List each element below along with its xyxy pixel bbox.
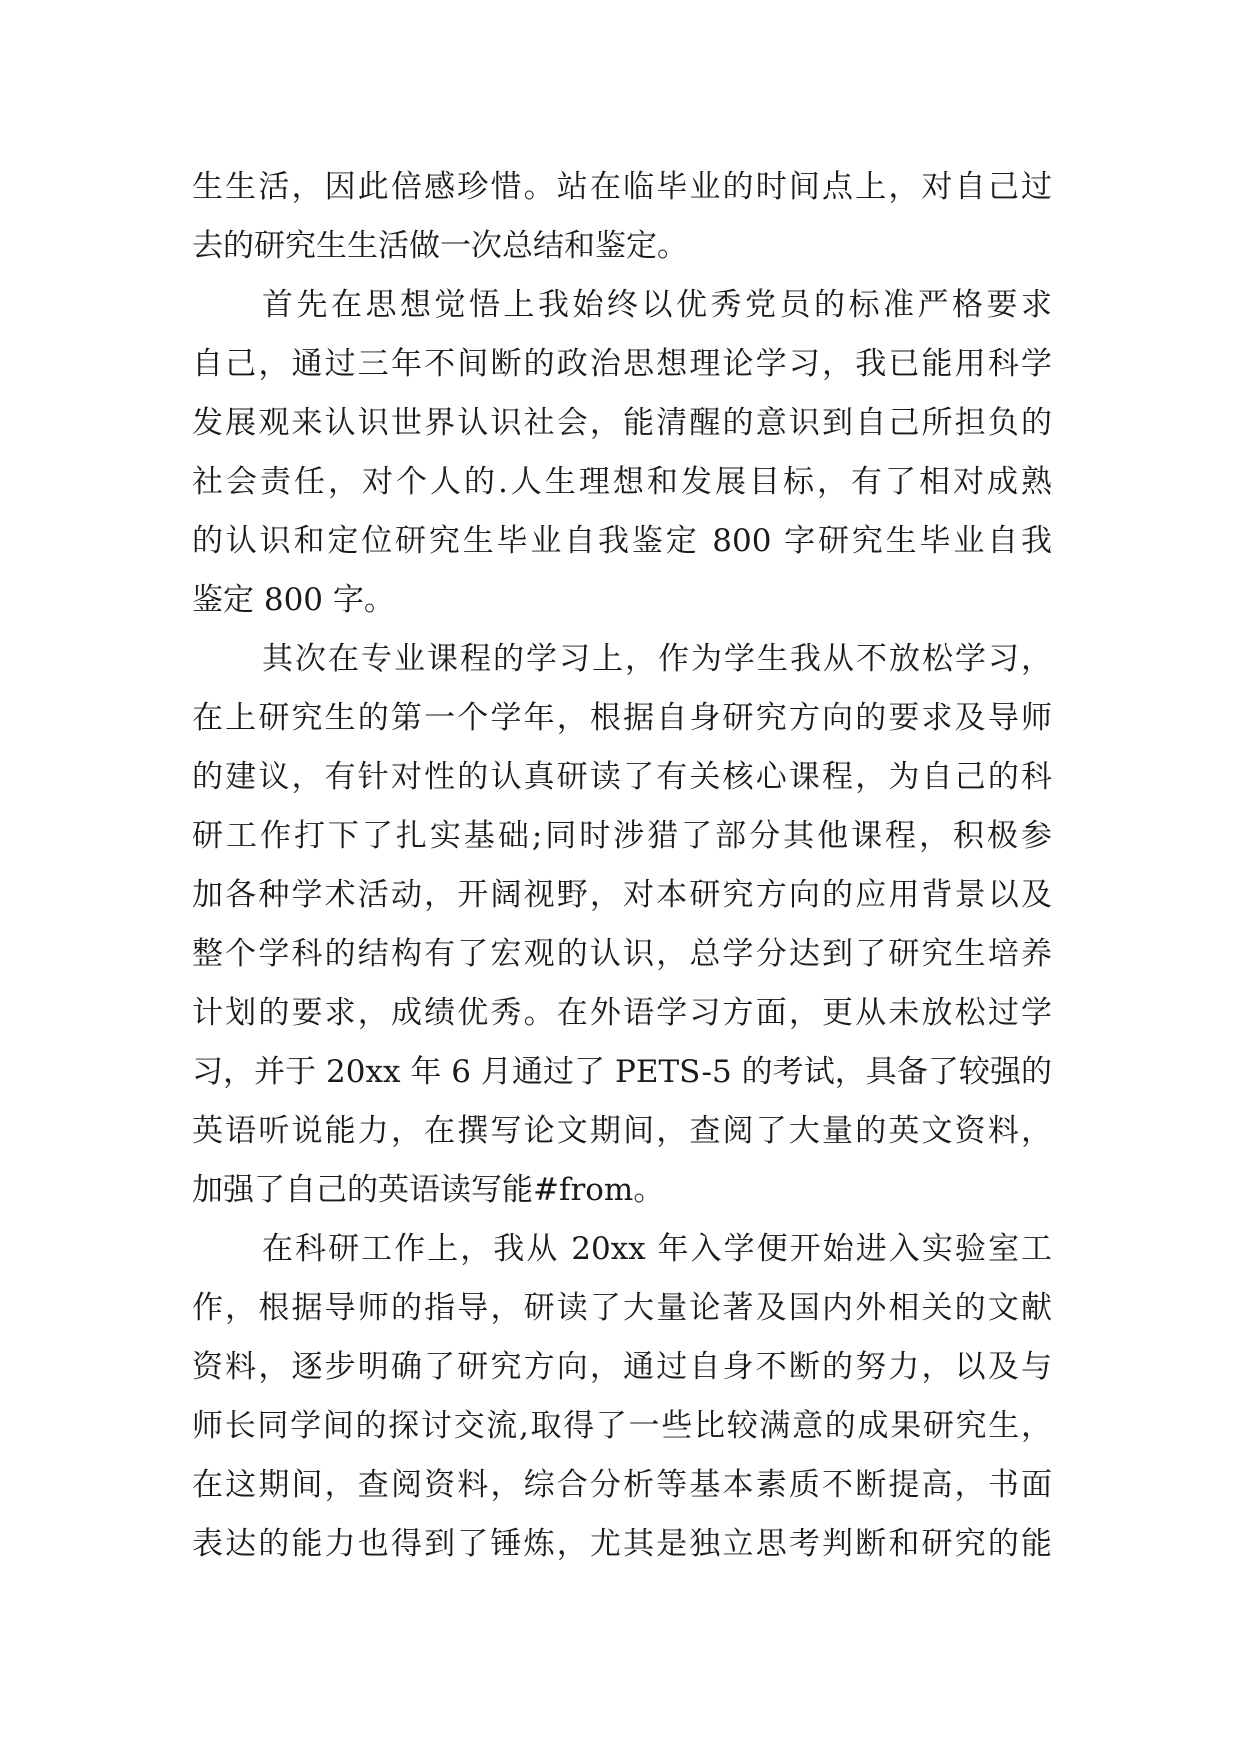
text-line: 发展观来认识世界认识社会，能清醒的意识到自己所担负的	[192, 405, 1052, 441]
text-line: 在科研工作上，我从 20xx 年入学便开始进入实验室工	[262, 1231, 1052, 1267]
text-line: 计划的要求，成绩优秀。在外语学习方面，更从未放松过学	[192, 995, 1052, 1031]
text-line: 英语听说能力，在撰写论文期间，查阅了大量的英文资料，	[192, 1113, 1052, 1149]
text-line: 自己，通过三年不间断的政治思想理论学习，我已能用科学	[192, 346, 1052, 382]
text-line: 在这期间，查阅资料，综合分析等基本素质不断提高，书面	[192, 1467, 1052, 1503]
text-line: 整个学科的结构有了宏观的认识，总学分达到了研究生培养	[192, 936, 1052, 972]
text-line: 首先在思想觉悟上我始终以优秀党员的标准严格要求	[262, 287, 1052, 323]
text-line: 研工作打下了扎实基础;同时涉猎了部分其他课程，积极参	[192, 818, 1052, 854]
text-line: 资料，逐步明确了研究方向，通过自身不断的努力，以及与	[192, 1349, 1052, 1385]
text-line: 表达的能力也得到了锤炼，尤其是独立思考判断和研究的能	[192, 1526, 1052, 1562]
text-line: 生生活，因此倍感珍惜。站在临毕业的时间点上，对自己过	[192, 169, 1052, 205]
text-line: 习，并于 20xx 年 6 月通过了 PETS-5 的考试，具备了较强的	[192, 1054, 1052, 1090]
text-line: 加各种学术活动，开阔视野，对本研究方向的应用背景以及	[192, 877, 1052, 913]
document-body	[192, 158, 1052, 1574]
text-line: 作，根据导师的指导，研读了大量论著及国内外相关的文献	[192, 1290, 1052, 1326]
text-line: 社会责任，对个人的.人生理想和发展目标，有了相对成熟	[192, 464, 1052, 500]
text-line: 的建议，有针对性的认真研读了有关核心课程，为自己的科	[192, 759, 1052, 795]
text-line: 其次在专业课程的学习上，作为学生我从不放松学习，	[262, 641, 1052, 677]
text-line: 的认识和定位研究生毕业自我鉴定 800 字研究生毕业自我	[192, 523, 1052, 559]
text-line: 去的研究生生活做一次总结和鉴定。	[192, 228, 688, 264]
text-line: 在上研究生的第一个学年，根据自身研究方向的要求及导师	[192, 700, 1052, 736]
text-line: 鉴定 800 字。	[192, 582, 395, 618]
text-line: 加强了自己的英语读写能#from。	[192, 1172, 665, 1208]
text-line: 师长同学间的探讨交流,取得了一些比较满意的成果研究生，	[192, 1408, 1052, 1444]
